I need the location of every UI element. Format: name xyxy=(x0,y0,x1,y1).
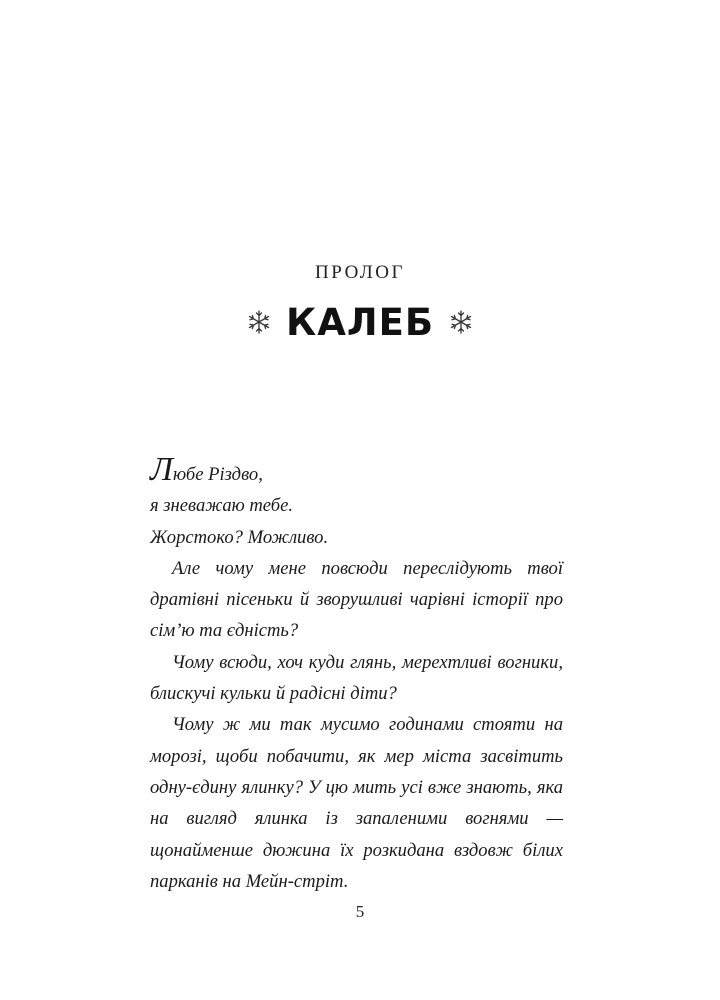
paragraph: Але чому мене повсюди переслідують твої дратівні пісеньки й зворушливі чарівні історії про сім’ю та єдність? xyxy=(150,557,563,642)
paragraph xyxy=(150,451,563,490)
chapter-kicker: ПРОЛОГ xyxy=(315,262,405,283)
paragraph-text: юбе Різдво, xyxy=(173,464,263,485)
paragraph: Чому ж ми так мусимо годинами стояти на морозі, щоби побачити, як мер міста засвітить одну-єдину ялинку? У цю мить усі вже знають, яка на вигляд ялинка із запаленими вогнями — щонайменше дюжина їх розкидана вздовж білих парканів на Мейн-стріт. xyxy=(150,714,563,892)
letter-text xyxy=(150,451,563,897)
chapter-title-row xyxy=(0,298,720,346)
paragraph: я зневажаю тебе. xyxy=(150,495,294,517)
chapter-title: КАЛЕБ xyxy=(285,300,435,344)
snowflake-icon xyxy=(448,309,474,335)
paragraph: Жорстоко? Можливо. xyxy=(150,526,329,548)
paragraph: Чому всюди, хоч куди глянь, мерехтливі вогники, блискучі кульки й радісні діти? xyxy=(150,651,563,705)
snowflake-icon xyxy=(246,309,272,335)
page-number: 5 xyxy=(355,902,365,921)
drop-cap: Л xyxy=(150,451,174,488)
